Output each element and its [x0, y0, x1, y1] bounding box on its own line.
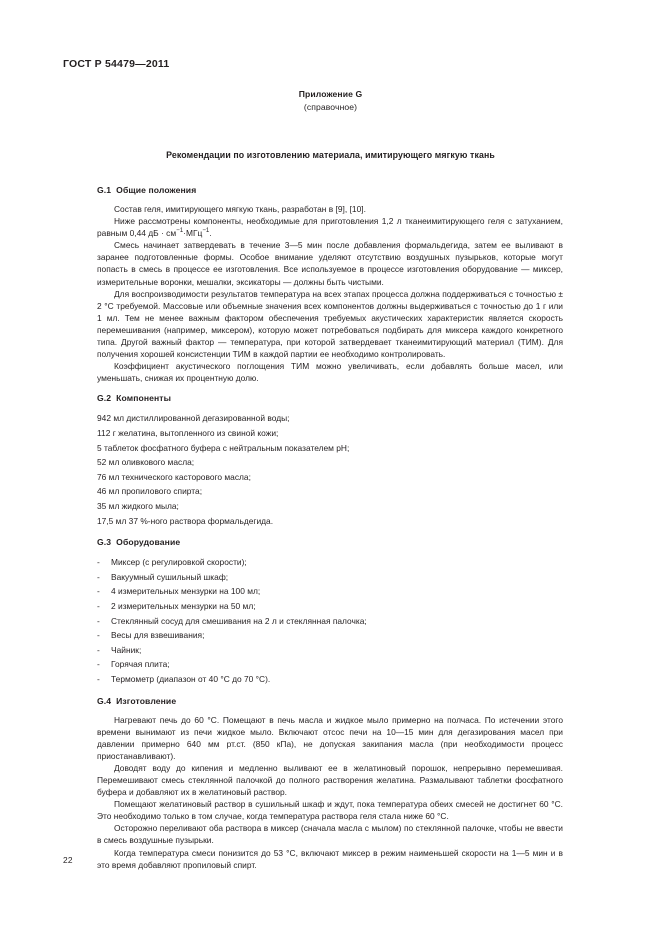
- annex-name: Рекомендации по изготовлению материала, имитирующего мягкую ткань: [166, 150, 495, 160]
- list-item: [97, 672, 563, 687]
- g1-exponent-1: −1: [176, 227, 184, 235]
- g1-paragraph-5: Коэффициент акустического поглощения ТИМ можно увеличивать, если добавлять больше масел, или уменьшать, снижая их процентную долю.: [97, 361, 563, 384]
- g4-paragraph-4: Осторожно переливают оба раствора в миксер (сначала масла с мылом) по стеклянной палочке, чтобы не ввести в смесь воздушные пузырьки.: [97, 823, 563, 846]
- section-title-g4: Изготовление: [116, 695, 177, 706]
- section-number-g3: G.3: [97, 537, 112, 548]
- list-item: 46 мл пропилового спирта;: [97, 486, 203, 497]
- dash-bullet: -: [97, 600, 100, 611]
- document-header: ГОСТ Р 54479—2011: [63, 58, 170, 70]
- section-heading-g1: [97, 184, 563, 196]
- page-number: 22: [63, 855, 73, 865]
- list-item-label: Чайник;: [111, 644, 142, 655]
- g4-paragraph-5: Когда температура смеси понизится до 53 °С, включают миксер в режим наименьшей скорости на 1—5 мин и в это время добавляют пропиловый спирт.: [97, 847, 563, 870]
- components-list: [97, 411, 563, 528]
- list-item-label: Весы для взвешивания;: [111, 630, 205, 641]
- spacer: [97, 384, 563, 392]
- equipment-list: [97, 555, 563, 686]
- list-item-label: Термометр (диапазон от 40 °С до 70 °С).: [111, 673, 271, 684]
- list-item-label: Стеклянный сосуд для смешивания на 2 л и стеклянная палочка;: [111, 615, 367, 626]
- g1-paragraph-2-text-a: Ниже рассмотрены компоненты, необходимые для приготовления 1,2 л тканеимитирующего геля с затуханием, равным 0,44 дБ · см: [97, 216, 563, 239]
- list-item: [97, 555, 563, 570]
- list-item: 5 таблеток фосфатного буфера с нейтральным показателем pH;: [97, 442, 350, 453]
- g1-paragraph-1: Состав геля, имитирующего мягкую ткань, разработан в [9], [10].: [114, 204, 366, 214]
- g1-paragraph-2: [97, 215, 563, 239]
- list-item-label: 2 измерительных мензурки на 50 мл;: [111, 600, 256, 611]
- spacer: [97, 528, 563, 536]
- dash-bullet: -: [97, 586, 100, 597]
- annex-subtitle: (справочное): [303, 102, 358, 112]
- g1-exponent-2: −1: [202, 227, 210, 235]
- spacer: [97, 687, 563, 695]
- list-item: 35 мл жидкого мыла;: [97, 500, 179, 511]
- list-item-label: Миксер (с регулировкой скорости);: [111, 557, 247, 568]
- section-title-g1: Общие положения: [116, 185, 197, 195]
- list-item: [97, 599, 563, 614]
- list-item: [97, 584, 563, 599]
- dash-bullet: -: [97, 644, 100, 655]
- list-item: 112 г желатина, вытопленного из свиной кожи;: [97, 428, 279, 438]
- list-item: 76 мл технического касторового масла;: [97, 471, 251, 482]
- list-item: [97, 657, 563, 672]
- section-heading-g4: [97, 695, 563, 707]
- dash-bullet: -: [97, 557, 100, 568]
- list-item: [97, 628, 563, 643]
- dash-bullet: -: [97, 673, 100, 684]
- list-item: 942 мл дистиллированной дегазированной воды;: [97, 413, 290, 424]
- g1-paragraph-2-text-b: ·МГц: [183, 228, 203, 239]
- g4-paragraph-2: Доводят воду до кипения и медленно выливают ее в желатиновый порошок, непрерывно перемешивая. Перемешивают смесь стеклянной палочкой до полного растворения желатина. Размалывают таблетки фосфатного буфера и добавляют их в желатиновый раствор.: [97, 762, 563, 798]
- document-body: [97, 184, 563, 871]
- section-number-g1: G.1: [97, 185, 112, 195]
- g1-paragraph-2-text-c: .: [209, 228, 212, 239]
- section-title-g2: Компоненты: [116, 393, 172, 404]
- dash-bullet: -: [97, 615, 100, 626]
- g1-paragraph-3: Смесь начинает затвердевать в течение 3—5 мин после добавления формальдегида, затем ее выливают в заранее подготовленные формы. Особое внимание уделяют отсутствию воздушных пузырьков, которые могут попасть в смесь в процессе ее изготовления. Все используемое в процессе изготовления оборудование — миксер, измерительные воронки, мешалки, эксикаторы — должны быть чистыми.: [97, 240, 563, 287]
- section-number-g2: G.2: [97, 393, 112, 404]
- list-item: [97, 643, 563, 658]
- list-item-label: 4 измерительных мензурки на 100 мл;: [111, 586, 261, 597]
- section-heading-g3: [97, 536, 563, 548]
- list-item-label: Вакуумный сушильный шкаф;: [111, 571, 229, 582]
- section-number-g4: G.4: [97, 695, 112, 706]
- list-item: [97, 614, 563, 629]
- g4-paragraph-1: Нагревают печь до 60 °С. Помещают в печь масла и жидкое мыло примерно на полчаса. По истечении этого времени вынимают из печи жидкое мыло. Включают отсос печи на 10—15 мин для дегазирования масел при давлении примерно 640 мм рт.ст. (850 кПа), не допуская закипания масла (при необходимости процесс приостанавливают).: [97, 714, 563, 761]
- list-item: 17,5 мл 37 %-ного раствора формальдегида.: [97, 515, 274, 526]
- list-item-label: Горячая плита;: [111, 659, 170, 670]
- section-title-g3: Оборудование: [116, 537, 181, 548]
- dash-bullet: -: [97, 630, 100, 641]
- list-item: 52 мл оливкового масла;: [97, 457, 195, 468]
- list-item: [97, 570, 563, 585]
- section-heading-g2: [97, 392, 563, 404]
- g1-paragraph-4: Для воспроизводимости результатов температура на всех этапах процесса должна поддерживаться с точностью ± 2 °С требуемой. Массовые или объемные значения всех компонентов должны выдерживаться с точностью до 1 г или 1 мл. Тем не менее важным фактором обеспечения требуемых акустических характеристик является скорость перемешивания (например, миксером), которую может потребоваться подбирать для миксера каждого конкретного типа. Другой важный фактор — температура, при которой затвердевает тканеимитирующий материал (ТИМ). Для получения хорошей консистенции ТИМ в каждой партии ее необходимо контролировать.: [97, 288, 563, 360]
- dash-bullet: -: [97, 659, 100, 670]
- annex-heading-block: [0, 88, 661, 114]
- annex-title: Приложение G: [298, 89, 363, 99]
- dash-bullet: -: [97, 571, 100, 582]
- g4-paragraph-3: Помещают желатиновый раствор в сушильный шкаф и ждут, пока температура обеих смесей не достигнет 60 °С. Это необходимо только в том случае, когда температура раствора геля стала ниже 60 °С.: [97, 799, 563, 822]
